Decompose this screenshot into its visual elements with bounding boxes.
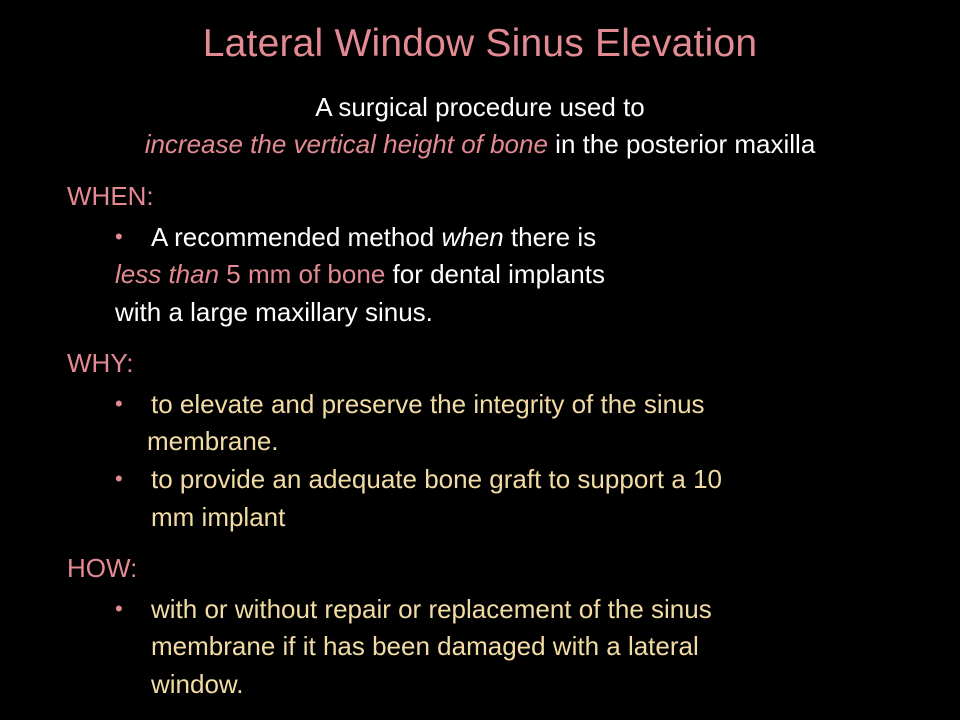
when-bullet-icon: • [115,224,123,249]
why-bullet-1-icon: • [115,391,123,416]
how-heading: HOW: [67,553,138,583]
intro-line-1: A surgical procedure used to [315,92,645,122]
why-heading: WHY: [67,348,134,378]
when-line-3: with a large maxillary sinus. [115,297,433,327]
how-bullet-1-line-1: with or without repair or replacement of the sinus [151,594,712,624]
why-bullet-1-line-2: membrane. [147,426,279,456]
why-bullet-2-icon: • [115,466,123,491]
why-bullet-1-line-1: to elevate and preserve the integrity of the sinus [151,389,705,419]
when-emph-less-than: less than [115,259,220,289]
when-line-1 [151,219,596,256]
how-bullet-1-line-2: membrane if it has been damaged with a lateral [151,631,699,661]
when-line-1-a: A recommended method [151,222,442,252]
when-line-2-rest: for dental implants [385,259,605,289]
when-line-2 [115,256,605,293]
how-bullet-1-icon: • [115,596,123,621]
when-heading: WHEN: [67,181,154,211]
intro-emphasis: increase the vertical height of bone [144,129,548,159]
intro-text [0,89,960,163]
intro-line-2 [0,126,960,163]
when-line-1-b: there is [503,222,597,252]
why-bullet-2-line-1: to provide an adequate bone graft to support a 10 [151,464,722,494]
how-bullet-1-line-3: window. [151,669,244,699]
slide-title: Lateral Window Sinus Elevation [202,22,758,65]
when-emph-5mm: 5 mm of bone [219,259,386,289]
intro-line-2-rest: in the posterior maxilla [547,129,816,159]
why-bullet-2-line-2: mm implant [151,502,286,532]
when-emphasis: when [441,222,504,252]
